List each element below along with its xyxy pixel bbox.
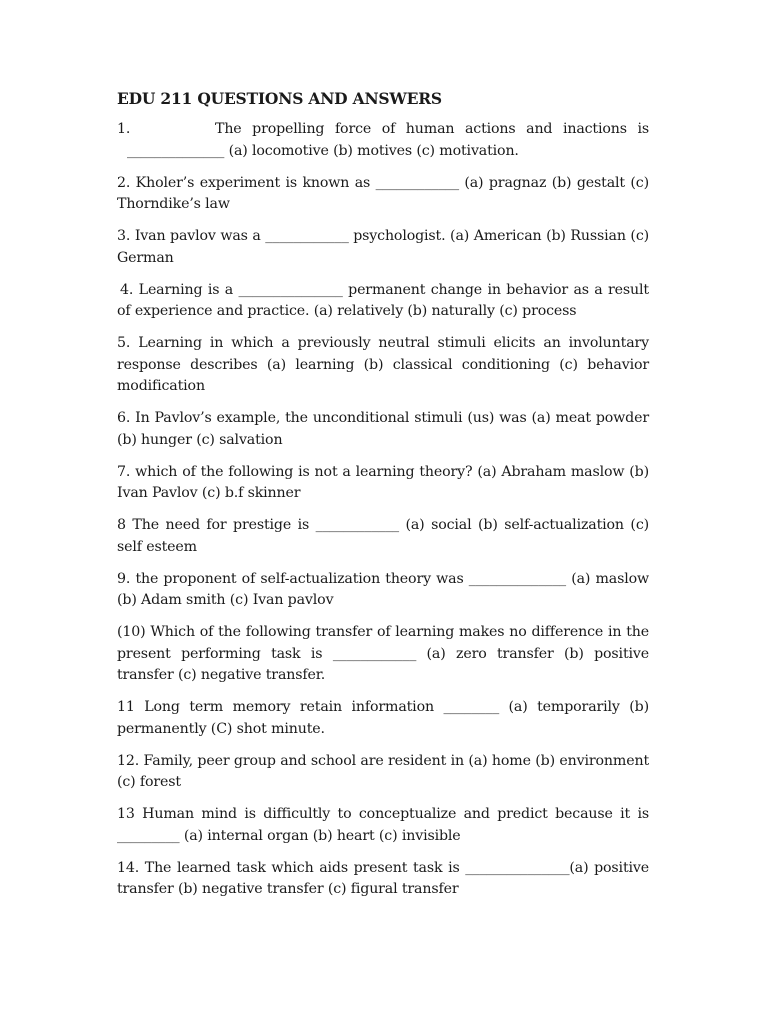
question-6: 6. In Pavlov’s example, the unconditional stimuli (us) was (a) meat powder (b) hunger (c) salvation [117, 410, 649, 448]
question-13: 13 Human mind is difficultly to conceptualize and predict because it is _________ (a) internal organ (b) heart (c) invisible [117, 806, 649, 844]
question-4: 4. Learning is a _______________ permanent change in behavior as a result of experience and practice. (a) relatively (b) naturally (c) process [117, 281, 649, 319]
question-8: 8 The need for prestige is ____________ (a) social (b) self-actualization (c) self esteem [117, 517, 649, 555]
question-3: 3. Ivan pavlov was a ____________ psychologist. (a) American (b) Russian (c) German [117, 228, 649, 266]
document-title: EDU 211 QUESTIONS AND ANSWERS [117, 89, 442, 108]
question-11: 11 Long term memory retain information ________ (a) temporarily (b) permanently (C) shot minute. [117, 699, 649, 737]
question-12: 12. Family, peer group and school are resident in (a) home (b) environment (c) forest [117, 752, 649, 790]
question-7: 7. which of the following is not a learning theory? (a) Abraham maslow (b) Ivan Pavlov (c) b.f skinner [117, 463, 649, 501]
question-2: 2. Kholer’s experiment is known as ____________ (a) pragnaz (b) gestalt (c) Thorndike’s law [117, 174, 649, 212]
question-10: (10) Which of the following transfer of learning makes no difference in the present performing task is ____________ (a) zero transfer (b) positive transfer (c) negative transfer. [117, 624, 649, 683]
question-9: 9. the proponent of self-actualization theory was ______________ (a) maslow (b) Adam smith (c) Ivan pavlov [117, 570, 649, 608]
question-1: 1. The propelling force of human actions and inactions is ______________ (a) locomotive (b) motives (c) motivation. [117, 121, 649, 159]
question-5: 5. Learning in which a previously neutral stimuli elicits an involuntary response describes (a) learning (b) classical conditioning (c) behavior modification [117, 335, 649, 394]
question-14: 14. The learned task which aids present task is _______________(a) positive transfer (b) negative transfer (c) figural transfer [117, 859, 649, 897]
document-page [117, 88, 649, 911]
